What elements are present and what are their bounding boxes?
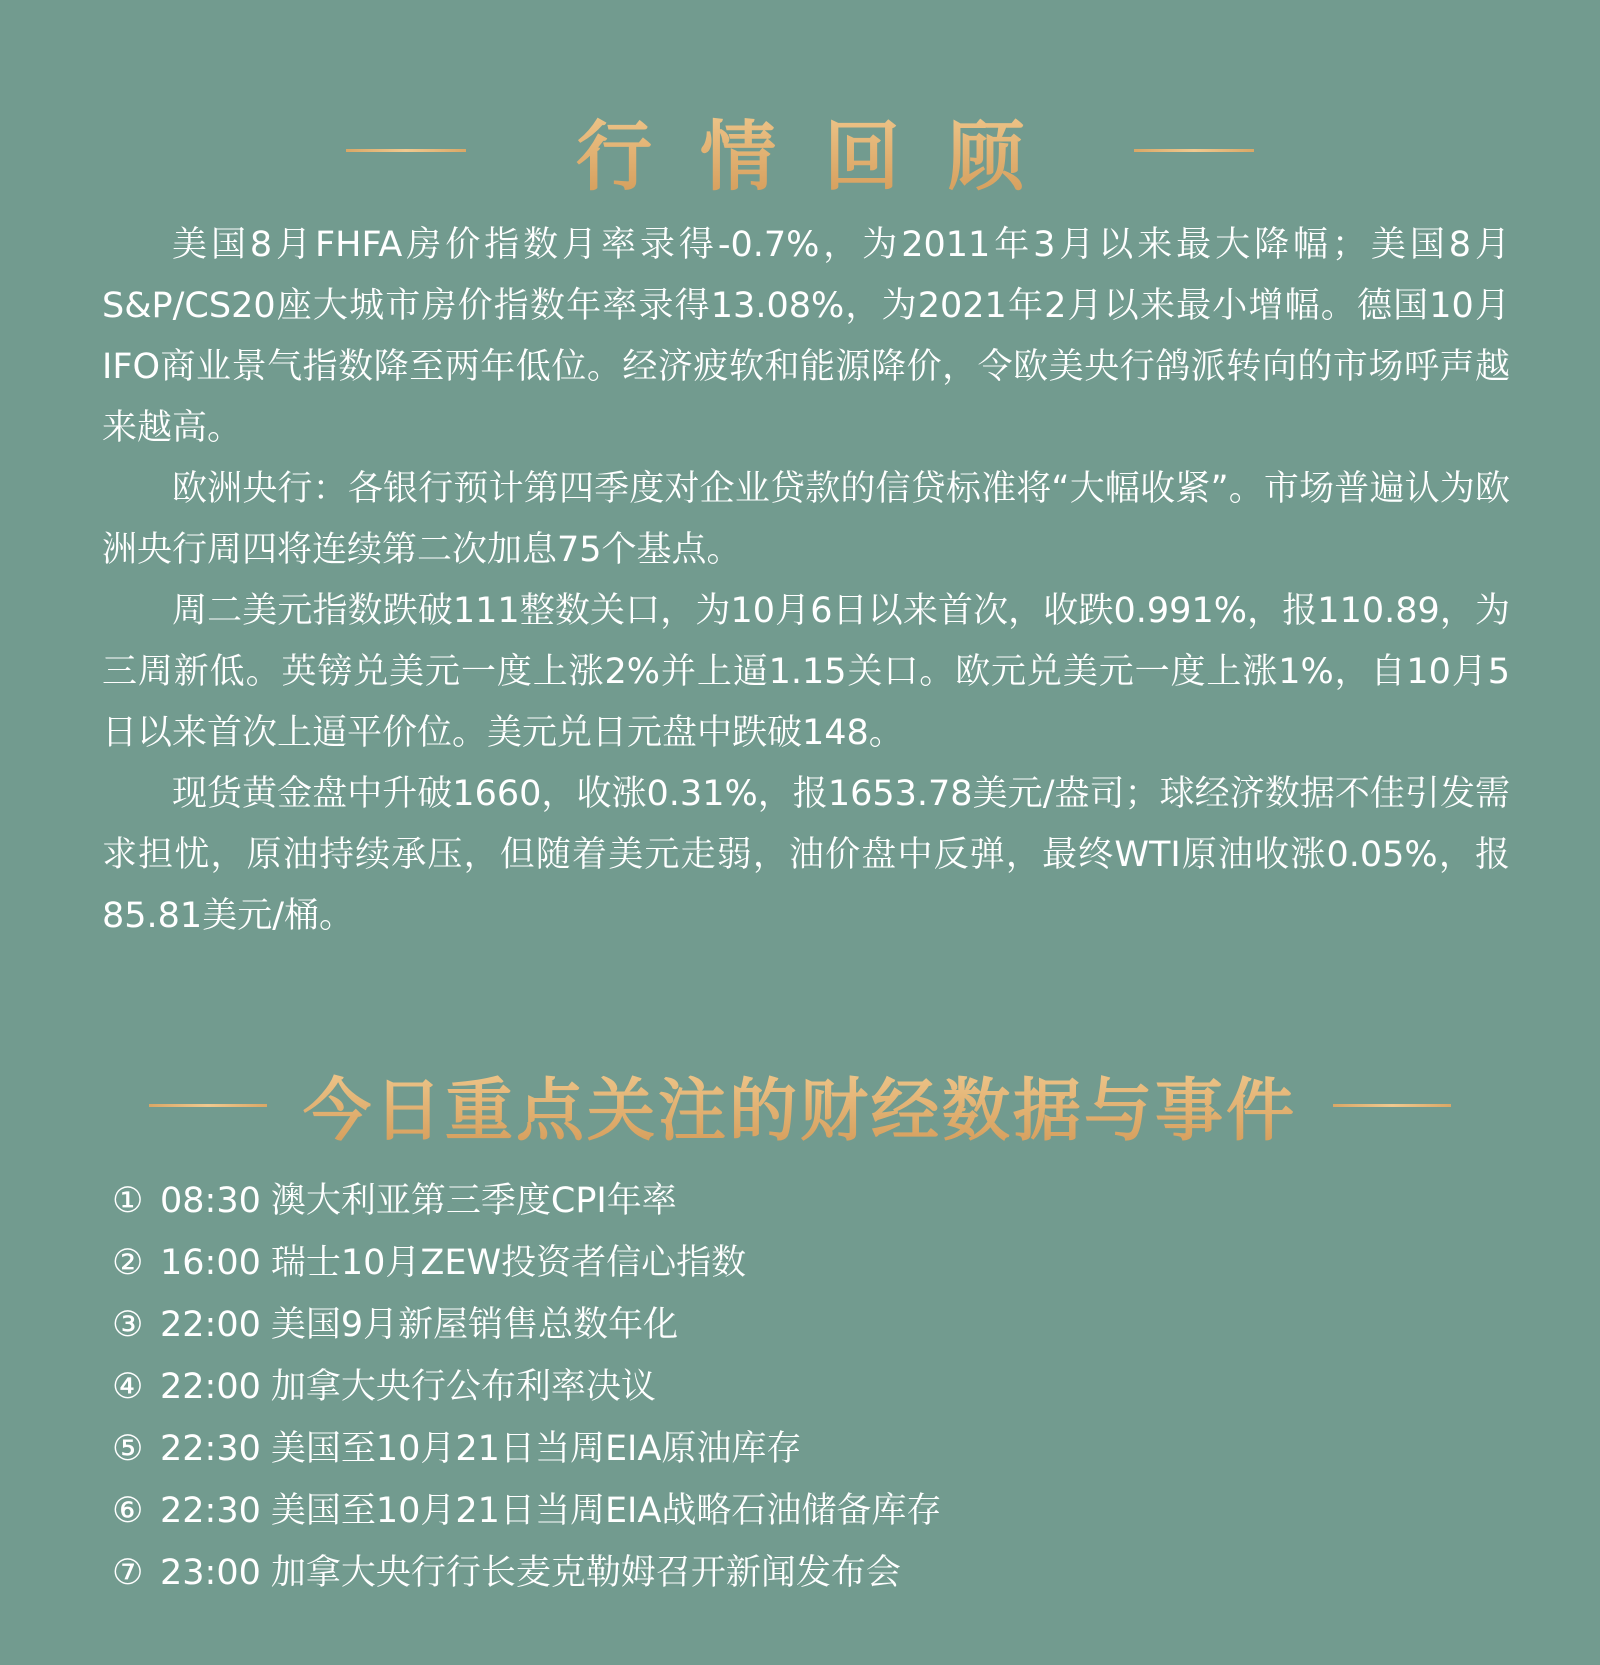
event-time: 23:00 <box>160 1553 261 1593</box>
events-heading <box>0 1050 1600 1160</box>
event-time: 22:30 <box>160 1429 261 1469</box>
event-item <box>112 1480 1512 1542</box>
event-time: 22:30 <box>160 1491 261 1531</box>
review-paragraph: 周二美元指数跌破111整数关口，为10月6日以来首次，收跌0.991%，报110.89，为三周新低。英镑兑美元一度上涨2%并上逼1.15关口。欧元兑美元一度上涨1%，自10月5日以来首次上逼平价位。美元兑日元盘中跌破148。 <box>102 591 1510 753</box>
event-item <box>112 1294 1512 1356</box>
heading-rule-left <box>149 1104 267 1107</box>
event-number: ⑦ <box>112 1553 144 1593</box>
review-paragraph: 欧洲央行：各银行预计第四季度对企业贷款的信贷标准将“大幅收紧”。市场普遍认为欧洲央行周四将连续第二次加息75个基点。 <box>102 469 1510 570</box>
event-number: ⑥ <box>112 1491 144 1531</box>
events-list <box>112 1170 1512 1604</box>
heading-rule-right <box>1333 1104 1451 1107</box>
event-item <box>112 1232 1512 1294</box>
review-body <box>102 215 1510 947</box>
event-name: 美国至10月21日当周EIA战略石油储备库存 <box>270 1491 942 1531</box>
event-item <box>112 1356 1512 1418</box>
event-name: 澳大利亚第三季度CPI年率 <box>270 1181 677 1221</box>
event-time: 22:00 <box>160 1367 261 1407</box>
review-title: 行情回顾 <box>576 96 1072 205</box>
event-name: 美国9月新屋销售总数年化 <box>270 1305 679 1345</box>
event-name: 瑞士10月ZEW投资者信心指数 <box>270 1243 747 1283</box>
event-number: ① <box>112 1181 144 1221</box>
event-number: ④ <box>112 1367 144 1407</box>
heading-rule-right <box>1134 149 1254 152</box>
review-paragraph: 美国8月FHFA房价指数月率录得-0.7%，为2011年3月以来最大降幅；美国8月S&P/CS20座大城市房价指数年率录得13.08%，为2021年2月以来最小增幅。德国10月IFO商业景气指数降至两年低位。经济疲软和能源降价，令欧美央行鸽派转向的市场呼声越来越高。 <box>102 225 1510 448</box>
event-item <box>112 1542 1512 1604</box>
event-name: 美国至10月21日当周EIA原油库存 <box>270 1429 802 1469</box>
review-heading <box>0 95 1600 205</box>
event-number: ⑤ <box>112 1429 144 1469</box>
heading-rule-left <box>346 149 466 152</box>
event-number: ③ <box>112 1305 144 1345</box>
review-paragraph: 现货黄金盘中升破1660，收涨0.31%，报1653.78美元/盎司；球经济数据不佳引发需求担忧，原油持续承压，但随着美元走弱，油价盘中反弹，最终WTI原油收涨0.05%，报85.81美元/桶。 <box>102 774 1510 936</box>
events-title: 今日重点关注的财经数据与事件 <box>303 1057 1297 1154</box>
event-item <box>112 1170 1512 1232</box>
event-item <box>112 1418 1512 1480</box>
event-name: 加拿大央行行长麦克勒姆召开新闻发布会 <box>270 1553 901 1593</box>
event-time: 22:00 <box>160 1305 261 1345</box>
event-time: 08:30 <box>160 1181 261 1221</box>
event-number: ② <box>112 1243 144 1283</box>
event-name: 加拿大央行公布利率决议 <box>270 1367 656 1407</box>
event-time: 16:00 <box>160 1243 261 1283</box>
